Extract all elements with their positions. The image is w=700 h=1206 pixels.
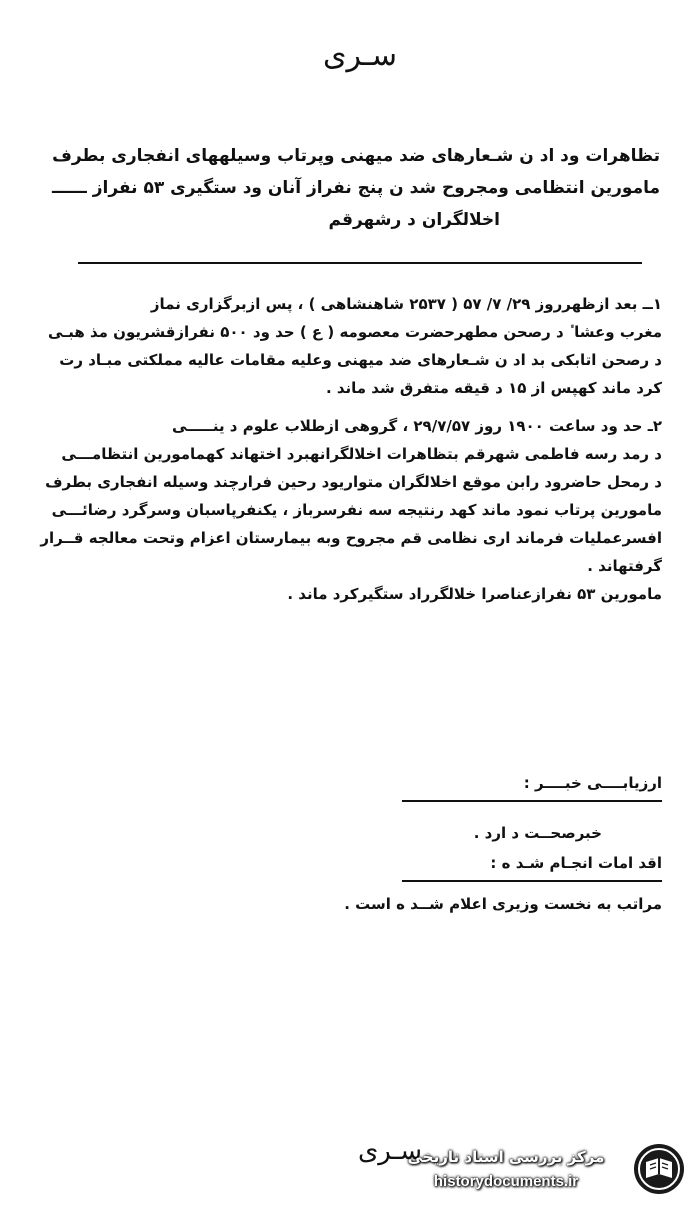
actions-text: مراتب به نخست وزیری اعلام شــد ه است . <box>344 895 662 913</box>
watermark-url-text: historydocuments.ir <box>433 1173 579 1190</box>
classification-bottom: سـری <box>357 1136 423 1166</box>
title-line-1: تظاهرات ود اد ن شـعارهای ضد میهنی وپرتاب وسیلههای انفجاری بطرف <box>52 146 660 166</box>
classification-top: سـری <box>323 38 397 73</box>
paragraph-1-line: د رصحن اتابکی بد اد ن شـعارهای ضد میهنی وعلیه مقامات عالیه مملکتی مبـاد رت <box>59 351 662 369</box>
paragraph-2-line: گرفتهاند . <box>587 557 662 575</box>
watermark-persian-text: مرکز بررسی اسناد تاریخی <box>407 1148 605 1166</box>
title-line-2: مامورین انتظامی ومجروح شد ن پنج نفراز آنان ود ستگیری ۵۳ نفراز ــــــ <box>51 178 660 198</box>
title-underline-divider <box>78 262 642 264</box>
paragraph-2-line: افسرعملیات فرماند اری نظامی قم مجروح وبه بیمارستان اعزام وتحت معالجه قــرار <box>40 529 662 547</box>
paragraph-2-line: د رمد رسه فاطمی شهرقم بتظاهرات اخلالگرانهبرد اختهاند کهمامورین انتظامـــی <box>61 445 662 463</box>
assessment-section <box>362 768 662 882</box>
paragraph-2-line: ۲ـ حد ود ساعت ۱۹۰۰ روز ۲۹/۷/۵۷ ، گروهی ازطلاب علوم د ینـــــی <box>172 417 662 435</box>
watermark <box>386 1140 686 1200</box>
document-title <box>51 140 660 236</box>
assessment-text: خبرصحــت د ارد . <box>473 824 602 842</box>
actions-label: اقد امات انجـام شـد ه : <box>402 848 662 882</box>
book-emblem-icon <box>632 1142 686 1196</box>
title-line-3: اخلالگران د رشهرقم <box>328 210 500 230</box>
paragraph-2 <box>34 412 662 608</box>
report-body <box>34 290 662 608</box>
paragraph-2-line: د رمحل حاضرود رابن موقع اخلالگران متواریود رحین فرارچند وسیله انفجاری بطرف <box>45 473 662 491</box>
paragraph-1-line: ۱ــ بعد ازظهرروز ۲۹/ ۷/ ۵۷ ( ۲۵۳۷ شاهنشاهی ) ، پس ازبرگزاری نماز <box>150 295 662 313</box>
paragraph-1-line: کرد ماند کهپس از ۱۵ د قیقه متفرق شد ماند . <box>325 379 662 397</box>
paragraph-2-line: مامورین پرتاب نمود ماند کهد رنتیجه سه نفرسرباز ، یکنفرپاسبان وسرگرد رضائـــی <box>51 501 662 519</box>
paragraph-1 <box>34 290 662 402</box>
paragraph-spacer <box>34 402 662 412</box>
paragraph-1-line: مغرب وعشا ٔ د رصحن مطهرحضرت معصومه ( ع ) حد ود ۵۰۰ نفرازقشریون مذ هبـی <box>47 323 662 341</box>
paragraph-2-line: مامورین ۵۳ نفرازعناصرا خلالگرراد ستگیرکرد ماند . <box>287 585 662 603</box>
assessment-label: ارزیابــــی خبــــر : <box>402 768 662 802</box>
